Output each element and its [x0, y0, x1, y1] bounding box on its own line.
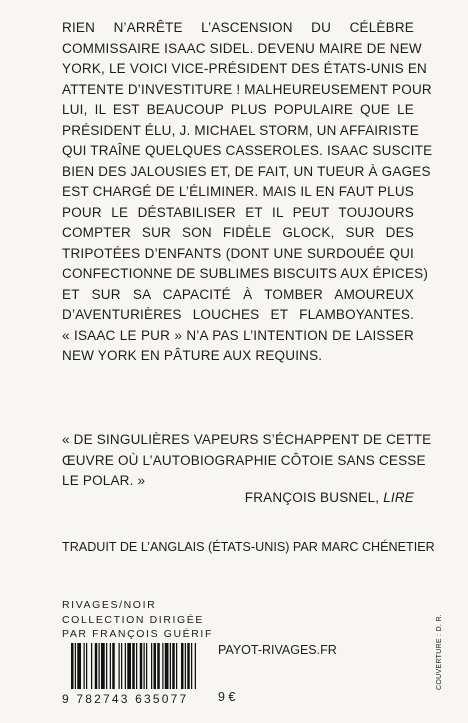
blurb-line: CONFECTIONNE DE SUBLIMES BISCUITS AUX ÉPICES)	[62, 266, 429, 281]
blurb-line: COMPTER SUR SON FIDÈLE GLOCK, SUR DES	[62, 225, 414, 240]
barcode-bar	[144, 643, 145, 691]
blurb-line: QUI TRAÎNE QUELQUES CASSEROLES. ISAAC SUSCITE	[62, 143, 433, 158]
blurb-line: ET SUR SA CAPACITÉ À TOMBER AMOUREUX	[62, 286, 414, 302]
barcode-bar	[140, 643, 143, 691]
quote-attribution	[245, 490, 414, 505]
blurb-line: « ISAAC LE PUR » N’A PAS L’INTENTION DE LAISSER	[62, 327, 414, 343]
blurb-line: LUI, IL EST BEAUCOUP PLUS POPULAIRE QUE LE	[62, 102, 414, 117]
cover-credit: COUVERTURE : D. R.	[436, 613, 443, 690]
barcode-bar	[125, 643, 126, 691]
barcode-bar	[86, 643, 87, 691]
press-quote	[62, 430, 432, 492]
barcode-bar	[195, 643, 196, 691]
barcode-bar	[132, 643, 135, 691]
collection-line: COLLECTION DIRIGÉE	[62, 613, 204, 626]
publisher-website: PAYOT-RIVAGES.FR	[218, 643, 337, 657]
barcode-bar	[187, 643, 190, 691]
barcode-bar	[101, 643, 105, 691]
blurb-line: TRIPOTÉES D’ENFANTS (DONT UNE SURDOUÉE QUI	[62, 245, 414, 261]
barcode-bar	[99, 643, 100, 691]
barcode-bar	[185, 643, 186, 691]
blurb-line: COMMISSAIRE ISAAC SIDEL. DEVENU MAIRE DE NEW	[62, 40, 422, 56]
barcode-bar	[165, 643, 169, 691]
barcode-bar	[119, 643, 120, 691]
price: 9 €	[218, 690, 236, 704]
barcode-bar	[136, 643, 137, 691]
barcode-bar	[151, 643, 152, 691]
isbn-number: 9 782743 635077	[62, 689, 200, 709]
barcode-bar	[91, 643, 92, 691]
quote-line: « DE SINGULIÈRES VAPEURS S’ÉCHAPPENT DE CETTE	[62, 432, 432, 447]
barcode-bar	[77, 643, 81, 691]
blurb-line: NEW YORK EN PÂTURE AUX REQUINS.	[62, 348, 323, 363]
back-cover-blurb	[62, 18, 433, 367]
barcode-bar	[176, 643, 177, 691]
barcode-bar	[121, 643, 122, 691]
blurb-line: PRÉSIDENT ÉLU, J. MICHAEL STORM, UN AFFAIRISTE	[62, 122, 420, 138]
barcode-bar	[162, 643, 163, 691]
blurb-line: RIEN N’ARRÊTE L’ASCENSION DU CÉLÈBRE	[62, 20, 414, 35]
barcode-bar	[157, 643, 160, 691]
collection-info	[62, 598, 213, 642]
quote-line: ŒUVRE OÙ L’AUTOBIOGRAPHIE CÔTOIE SANS CESSE	[62, 452, 426, 468]
blurb-line: YORK, LE VOICI VICE-PRÉSIDENT DES ÉTATS-UNIS EN	[62, 61, 427, 76]
blurb-line: POUR LE DÉSTABILISER ET IL PEUT TOUJOURS	[62, 204, 414, 220]
barcode-bar	[95, 643, 98, 691]
barcode-bar	[112, 643, 115, 691]
barcode-bar	[146, 643, 147, 691]
collection-line: PAR FRANÇOIS GUÉRIF	[62, 628, 213, 640]
barcode-bar	[106, 643, 107, 691]
barcode-bar	[172, 643, 175, 691]
barcode-bar	[191, 643, 192, 691]
translator-credit: TRADUIT DE L’ANGLAIS (ÉTATS-UNIS) PAR MARC CHÉNETIER	[62, 540, 435, 554]
blurb-line: D’AVENTURIÈRES LOUCHES ET FLAMBOYANTES.	[62, 307, 414, 322]
blurb-line: BIEN DES JALOUSIES ET, DE FAIT, UN TUEUR À GAGES	[62, 163, 431, 179]
barcode-bar	[170, 643, 171, 691]
collection-name: RIVAGES/NOIR	[62, 599, 157, 611]
barcode-bar	[71, 643, 74, 691]
barcode-bar	[84, 643, 85, 691]
blurb-line: EST CHARGÉ DE L’ÉLIMINER. MAIS IL EN FAUT PLUS	[62, 184, 414, 199]
attribution-source: LIRE	[383, 490, 414, 505]
quote-line: LE POLAR. »	[62, 473, 146, 488]
barcode-bar	[127, 643, 131, 691]
blurb-line: ATTENTE D’INVESTITURE ! MALHEUREUSEMENT POUR	[62, 81, 432, 97]
barcode-bar	[154, 643, 157, 691]
barcode-bar	[75, 643, 76, 691]
barcode-bar	[110, 643, 111, 691]
attribution-author: FRANÇOIS BUSNEL,	[244, 490, 384, 505]
barcode	[62, 643, 200, 715]
barcode-bar	[181, 643, 184, 691]
